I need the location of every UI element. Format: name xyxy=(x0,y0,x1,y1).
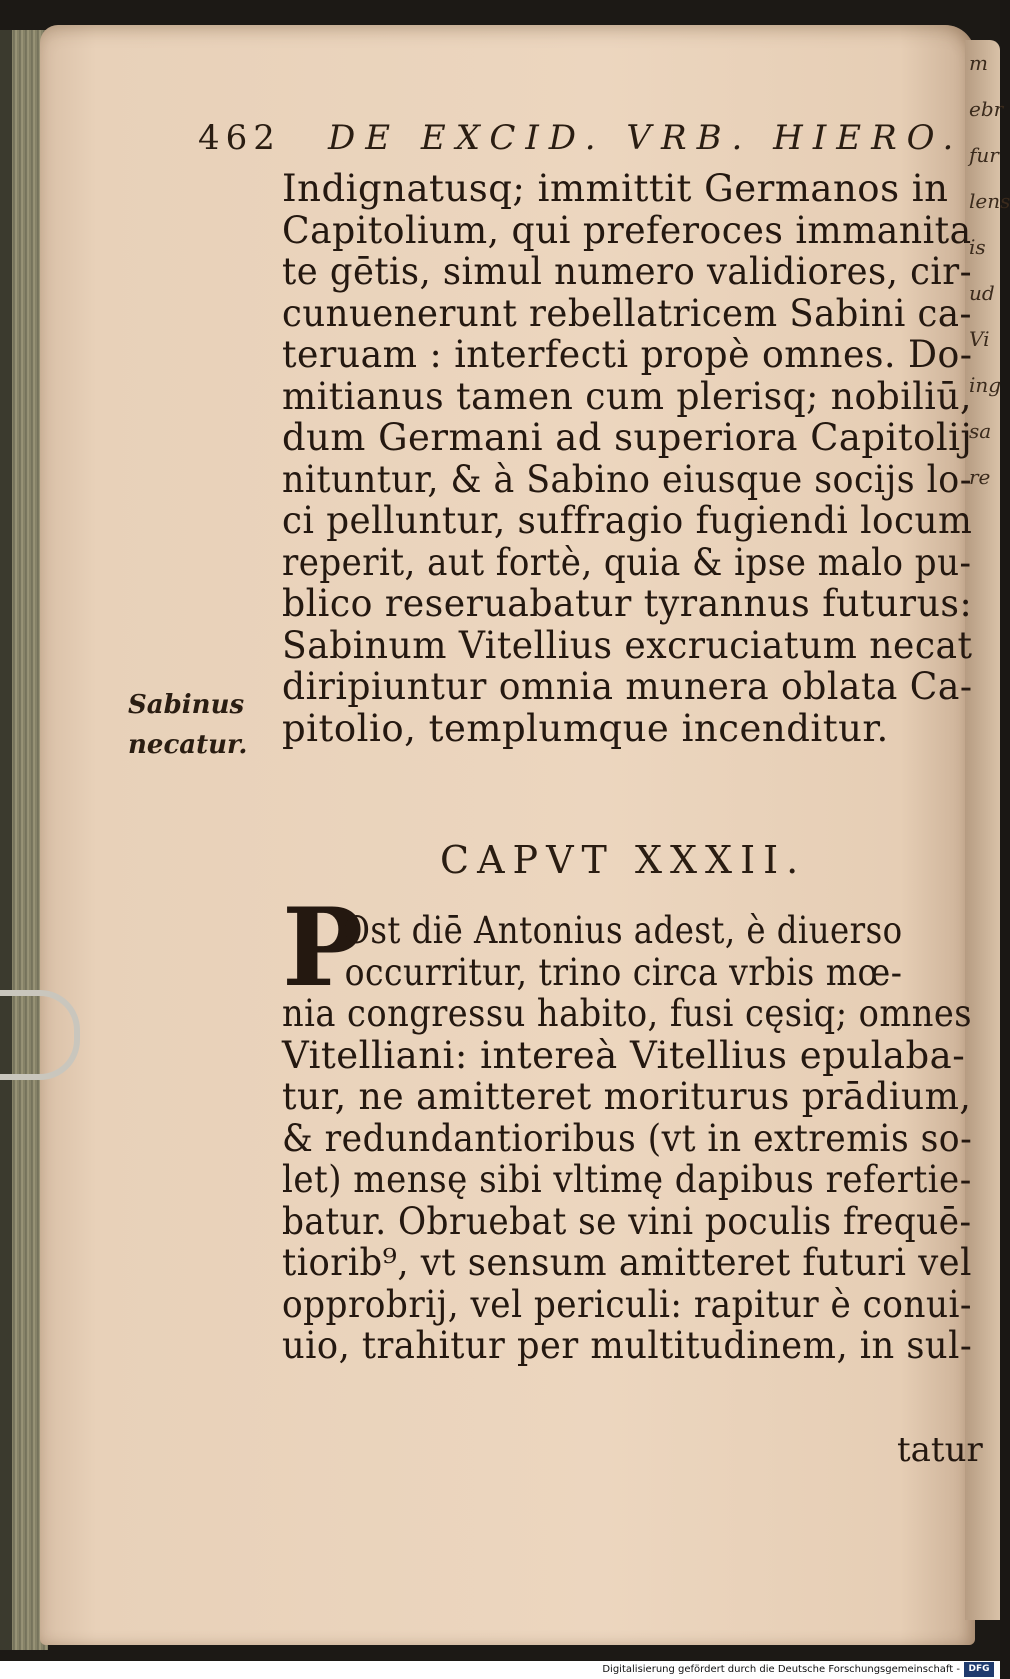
book-spine-shadow xyxy=(0,30,12,1650)
text-line: cunuenerunt rebellatricem Sabini ca- xyxy=(282,291,972,335)
drop-capital: P xyxy=(282,885,364,1011)
text-line: & redundantioribus (vt in extremis so- xyxy=(282,1116,973,1160)
text-line: ci pelluntur, suffragio fugiendi locum xyxy=(282,499,973,542)
text-line: occurritur, trino circa vrbis mœ- xyxy=(344,950,903,994)
text-line: reperit, aut fortè, quia & ipse malo pu- xyxy=(282,540,972,584)
chapter-heading: CAPVT XXXII. xyxy=(440,838,807,882)
paragraph-1 xyxy=(282,168,972,749)
paper-clip xyxy=(0,990,80,1080)
text-line: tur, ne amitteret moriturus prādium, xyxy=(282,1075,972,1118)
facing-page-fragment: ing xyxy=(969,373,1002,397)
facing-page-fragment: is xyxy=(969,235,986,259)
text-line: teruam : interfecti propè omnes. Do- xyxy=(282,333,973,376)
text-line: nituntur, & à Sabino eiusque socijs lo- xyxy=(282,457,972,501)
facing-page-fragment: fur xyxy=(969,143,999,167)
catchword: tatur xyxy=(897,1430,983,1470)
text-line: dum Germani ad superiora Capitolij xyxy=(282,416,973,459)
margin-note-line: necatur. xyxy=(128,730,248,760)
text-line: te gētis, simul numero validiores, cir- xyxy=(282,250,973,293)
facing-page-fragment: re xyxy=(969,465,991,489)
facing-page-fragment: lens xyxy=(969,189,1010,213)
facing-page-fragment: ud xyxy=(969,281,995,305)
text-line: opprobrij, vel periculi: rapitur è conui- xyxy=(282,1282,972,1326)
text-line: pitolio, templumque incenditur. xyxy=(282,706,889,750)
digitization-credit: Digitalisierung gefördert durch die Deutsche Forschungsgemeinschaft - xyxy=(602,1664,960,1675)
text-line: blico reseruabatur tyrannus futurus: xyxy=(282,582,973,625)
text-line: uio, trahitur per multitudinem, in sul- xyxy=(282,1324,973,1367)
running-title: DE EXCID. VRB. HIERO. xyxy=(328,118,964,158)
text-line: Capitolium, qui preferoces immanita xyxy=(282,208,972,252)
facing-page-fragment: Vi xyxy=(969,327,990,351)
facing-page-fragment: ebr xyxy=(969,97,1004,121)
text-line: diripiuntur omnia munera oblata Ca- xyxy=(282,665,973,708)
text-line: Ost diē Antonius adest, è diuerso xyxy=(343,909,903,952)
text-line: mitianus tamen cum plerisq; nobiliū, xyxy=(282,374,973,418)
facing-page-fragment: m xyxy=(969,51,988,75)
text-line: let) mensę sibi vltimę dapibus refertie- xyxy=(282,1158,972,1201)
text-line: nia congressu habito, fusi cęsiq; omnes xyxy=(282,992,973,1035)
text-line: Sabinum Vitellius excruciatum necat xyxy=(282,623,973,667)
text-line: Vitelliani: intereà Vitellius epulaba- xyxy=(282,1033,966,1077)
facing-page-fragment: sa xyxy=(969,419,992,443)
text-line: Indignatusq; immittit Germanos in xyxy=(282,167,949,210)
paragraph-2 xyxy=(282,910,972,1367)
text-line: tiorib⁹, vt sensum amitteret futuri vel xyxy=(282,1241,972,1284)
dfg-logo: DFG xyxy=(964,1662,994,1677)
margin-note-line: Sabinus xyxy=(128,690,245,720)
page-number: 462 xyxy=(198,118,281,158)
margin-note xyxy=(128,685,258,765)
text-line: batur. Obruebat se vini poculis frequē- xyxy=(282,1199,972,1243)
